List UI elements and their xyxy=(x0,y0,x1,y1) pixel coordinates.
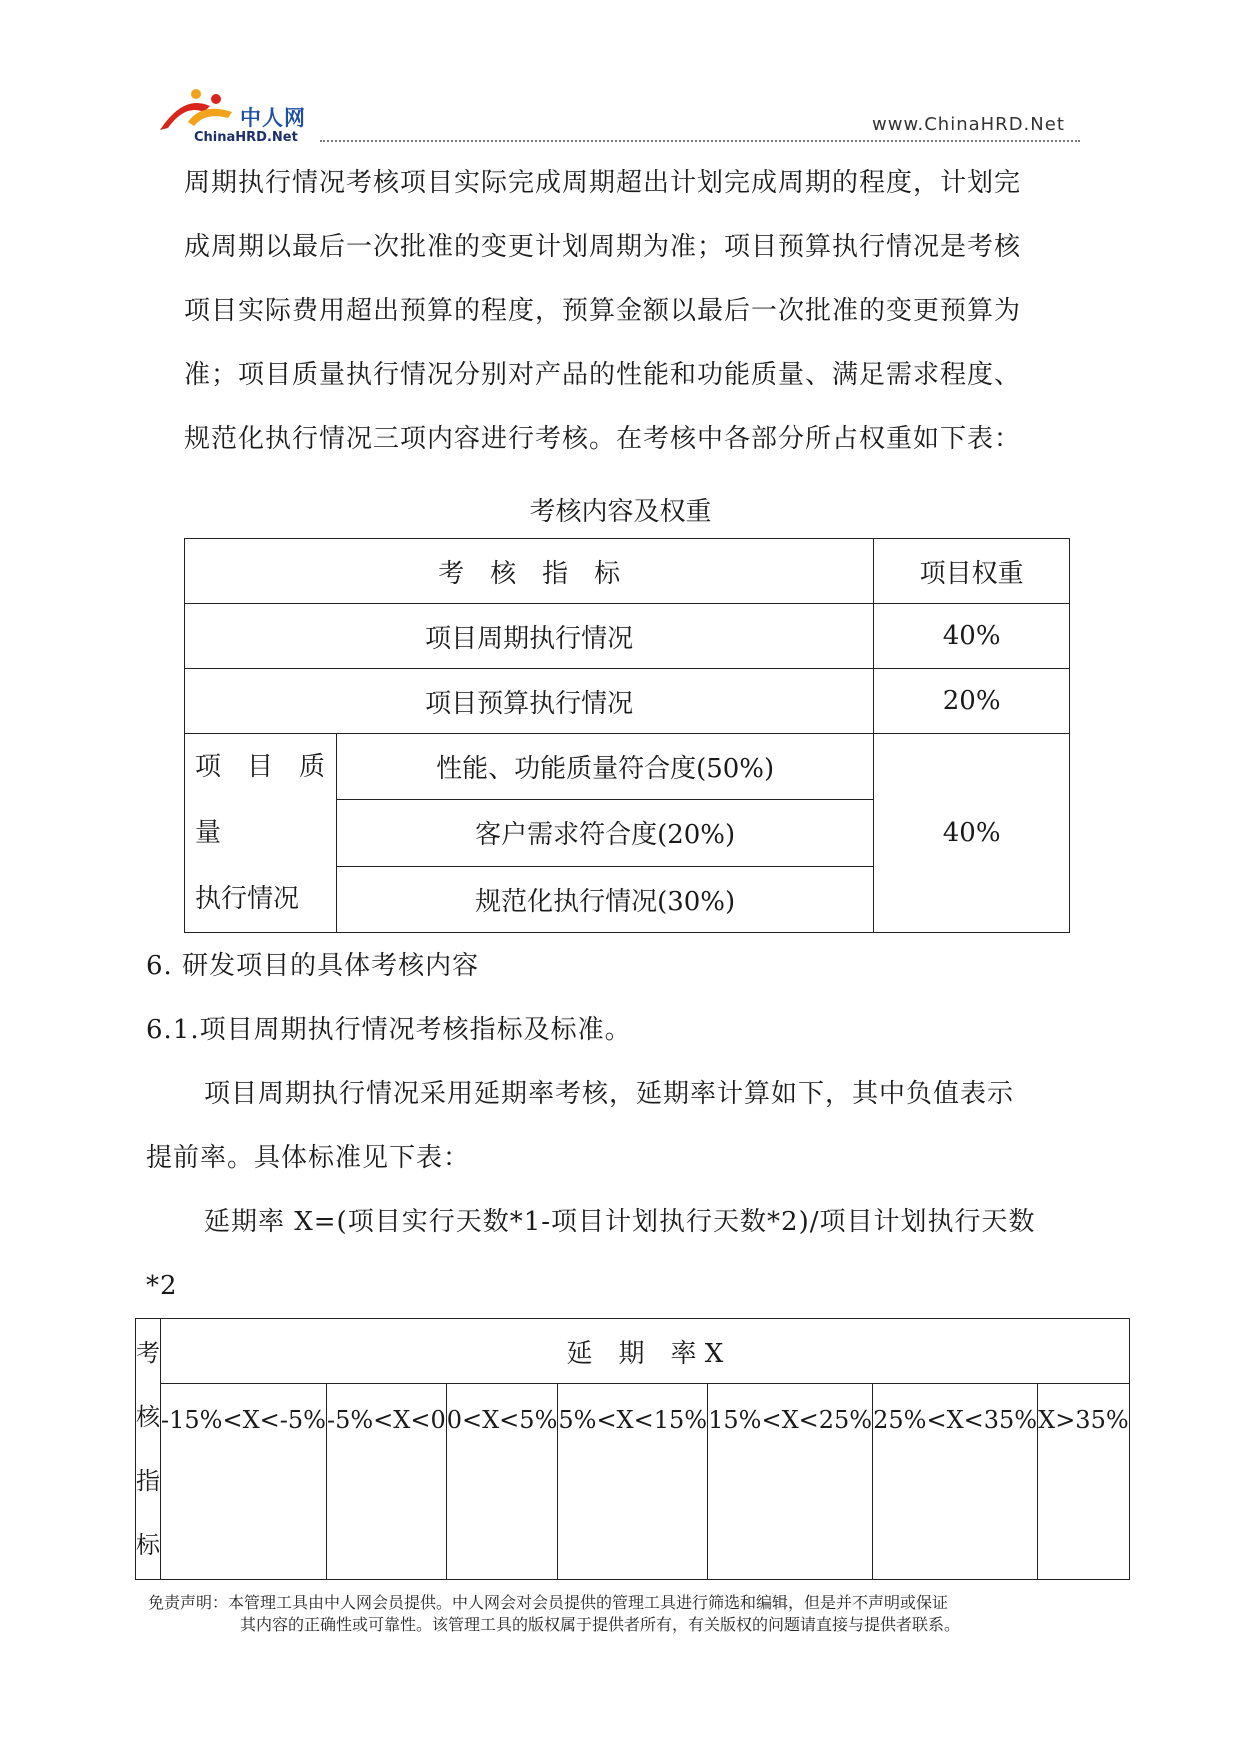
quality-item-performance: 性能、功能质量符合度(50%) xyxy=(336,734,873,800)
delay-rate-title: 延 期 率 X xyxy=(161,1319,1130,1384)
row-weight-budget: 20% xyxy=(874,669,1070,734)
indicator-char-1: 考 xyxy=(136,1339,160,1367)
quality-item-standard: 规范化执行情况(30%) xyxy=(336,866,873,932)
section-subheading: 6.1.项目周期执行情况考核指标及标准。 xyxy=(146,1015,632,1045)
disclaimer-line-2: 其内容的正确性或可靠性。该管理工具的版权属于提供者所有，有关版权的问题请直接与提供者联系。 xyxy=(240,1615,961,1634)
logo-en-text: ChinaHRD.Net xyxy=(194,130,298,145)
disclaimer-line-1: 免责声明：本管理工具由中人网会员提供。中人网会对会员提供的管理工具进行筛选和编辑，但是并不声明或保证 xyxy=(148,1593,949,1612)
body-line-1: 周期执行情况考核项目实际完成周期超出计划完成周期的程度，计划完 xyxy=(184,168,1022,198)
table-row xyxy=(185,734,1070,800)
indicator-char-2: 核 xyxy=(136,1403,160,1431)
section-heading: 6. 研发项目的具体考核内容 xyxy=(146,951,480,981)
table-header-indicator: 考 核 指 标 xyxy=(185,539,874,604)
table-row xyxy=(185,604,1070,669)
indicator-char-3: 指 xyxy=(136,1467,160,1495)
body-line-2: 成周期以最后一次批准的变更计划周期为准；项目预算执行情况是考核 xyxy=(184,232,1022,262)
section-para-line-1: 项目周期执行情况采用延期率考核，延期率计算如下，其中负值表示 xyxy=(204,1079,1015,1109)
formula-line-1: 延期率 X=(项目实行天数*1-项目计划执行天数*2)/项目计划执行天数 xyxy=(204,1207,1036,1237)
row-label-cycle: 项目周期执行情况 xyxy=(185,604,874,669)
indicator-char-4: 标 xyxy=(136,1531,160,1559)
logo-cn-text: 中人网 xyxy=(240,106,306,130)
range-cell-3: 0<X<5% xyxy=(446,1384,558,1580)
site-url[interactable]: www.ChinaHRD.Net xyxy=(872,114,1065,135)
table-row xyxy=(136,1319,1130,1384)
body-line-4: 准；项目质量执行情况分别对产品的性能和功能质量、满足需求程度、 xyxy=(184,360,1022,390)
row-weight-cycle: 40% xyxy=(874,604,1070,669)
range-cell-5: 15%<X<25% xyxy=(708,1384,873,1580)
table-header-weight: 项目权重 xyxy=(874,539,1070,604)
quality-label-line-1: 项 目 质 xyxy=(195,752,326,782)
header-divider xyxy=(320,140,1080,142)
quality-group-label xyxy=(185,734,337,933)
range-cell-6: 25%<X<35% xyxy=(873,1384,1038,1580)
range-cell-2: -5%<X<0 xyxy=(326,1384,446,1580)
quality-item-customer: 客户需求符合度(20%) xyxy=(336,800,873,866)
section-para-line-2: 提前率。具体标准见下表： xyxy=(146,1143,471,1173)
body-line-3: 项目实际费用超出预算的程度，预算金额以最后一次批准的变更预算为 xyxy=(184,296,1022,326)
quality-label-line-2: 量 xyxy=(195,818,222,848)
delay-rate-table xyxy=(135,1318,1130,1580)
range-cell-4: 5%<X<15% xyxy=(558,1384,708,1580)
body-line-5: 规范化执行情况三项内容进行考核。在考核中各部分所占权重如下表： xyxy=(184,424,1022,454)
table-row xyxy=(185,669,1070,734)
quality-weight: 40% xyxy=(874,734,1070,933)
row-label-budget: 项目预算执行情况 xyxy=(185,669,874,734)
chinahrd-logo xyxy=(158,88,328,146)
indicator-label-cell xyxy=(136,1319,161,1580)
table1-caption: 考核内容及权重 xyxy=(529,497,712,527)
quality-label-line-3: 执行情况 xyxy=(195,884,300,914)
disclaimer xyxy=(148,1592,960,1636)
range-cell-1: -15%<X<-5% xyxy=(161,1384,327,1580)
table-row xyxy=(136,1384,1130,1580)
formula-line-2: *2 xyxy=(146,1271,178,1301)
range-cell-7: X>35% xyxy=(1038,1384,1130,1580)
table-row xyxy=(185,539,1070,604)
weight-table xyxy=(184,538,1070,933)
